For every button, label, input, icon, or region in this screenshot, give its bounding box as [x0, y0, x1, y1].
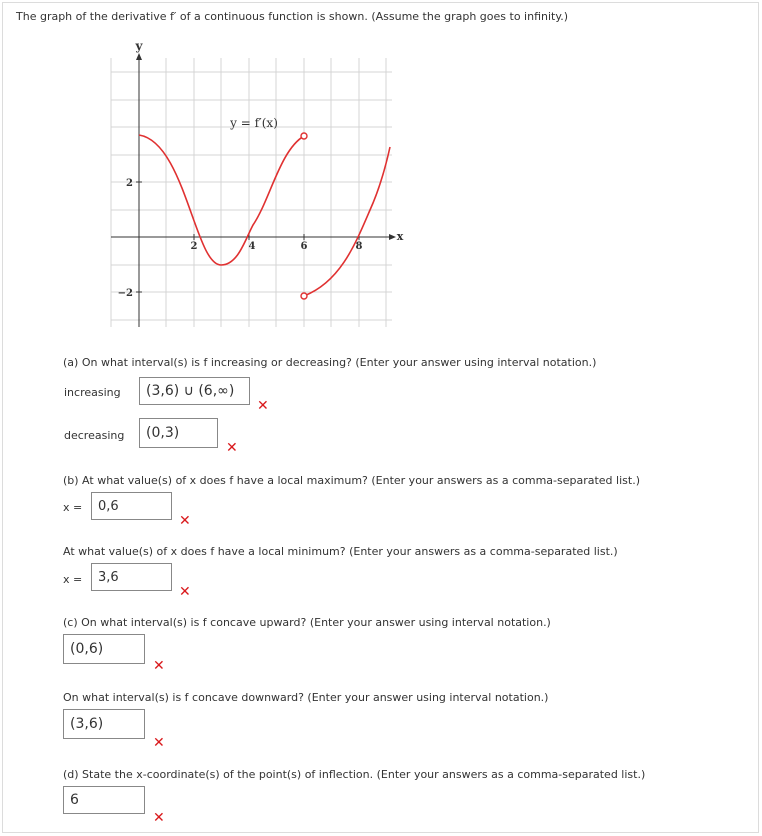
curve-right-branch — [304, 147, 390, 296]
y-axis-arrow — [136, 53, 142, 60]
increasing-incorrect-icon: ✕ — [257, 398, 269, 414]
part-d-question: (d) State the x-coordinate(s) of the point(s) of inflection. (Enter your answers as a comma-separated list.) — [63, 768, 646, 781]
part-a-question: (a) On what interval(s) is f increasing or decreasing? (Enter your answer using interval notation.) — [63, 356, 597, 369]
part-b-max-question: (b) At what value(s) of x does f have a local maximum? (Enter your answers as a comma-separated list.) — [63, 474, 640, 487]
tick-label-y2: 2 — [126, 178, 133, 189]
grid — [111, 58, 392, 327]
concave-up-answer-input[interactable]: (0,6) — [63, 634, 145, 664]
tick-label-x6: 6 — [300, 241, 308, 252]
local-min-incorrect-icon: ✕ — [179, 584, 191, 600]
intro-text: The graph of the derivative f′ of a continuous function is shown. (Assume the graph goes to infinity.) — [16, 10, 569, 23]
part-b-min-question: At what value(s) of x does f have a local minimum? (Enter your answers as a comma-separated list.) — [63, 545, 618, 558]
tick-label-y-neg2: −2 — [117, 288, 133, 299]
increasing-label: increasing — [64, 386, 121, 399]
concave-up-incorrect-icon: ✕ — [153, 658, 165, 674]
open-endpoint-upper — [301, 133, 307, 139]
concave-down-incorrect-icon: ✕ — [153, 735, 165, 751]
decreasing-answer-input[interactable]: (0,3) — [139, 418, 218, 448]
tick-label-x2: 2 — [190, 241, 198, 252]
min-x-prefix: x = — [63, 573, 83, 586]
inflection-answer-input[interactable]: 6 — [63, 786, 145, 814]
derivative-graph — [104, 40, 404, 340]
curve-label: y = f′(x) — [230, 116, 278, 130]
inflection-incorrect-icon: ✕ — [153, 810, 165, 826]
part-c-up-question: (c) On what interval(s) is f concave upward? (Enter your answer using interval notation.) — [63, 616, 551, 629]
x-axis-arrow — [389, 234, 396, 240]
max-x-prefix: x = — [63, 501, 83, 514]
concave-down-answer-input[interactable]: (3,6) — [63, 709, 145, 739]
local-min-answer-input[interactable]: 3,6 — [91, 563, 172, 591]
decreasing-label: decreasing — [64, 429, 125, 442]
tick-label-x8: 8 — [355, 241, 363, 252]
decreasing-incorrect-icon: ✕ — [226, 440, 238, 456]
x-axis-label: x — [396, 230, 404, 243]
tick-label-x4: 4 — [248, 241, 256, 252]
open-endpoint-lower — [301, 293, 307, 299]
part-c-down-question: On what interval(s) is f concave downward? (Enter your answer using interval notation.) — [63, 691, 549, 704]
y-axis-label: y — [135, 40, 143, 53]
local-max-incorrect-icon: ✕ — [179, 513, 191, 529]
increasing-answer-input[interactable]: (3,6) ∪ (6,∞) — [139, 377, 250, 405]
local-max-answer-input[interactable]: 0,6 — [91, 492, 172, 520]
